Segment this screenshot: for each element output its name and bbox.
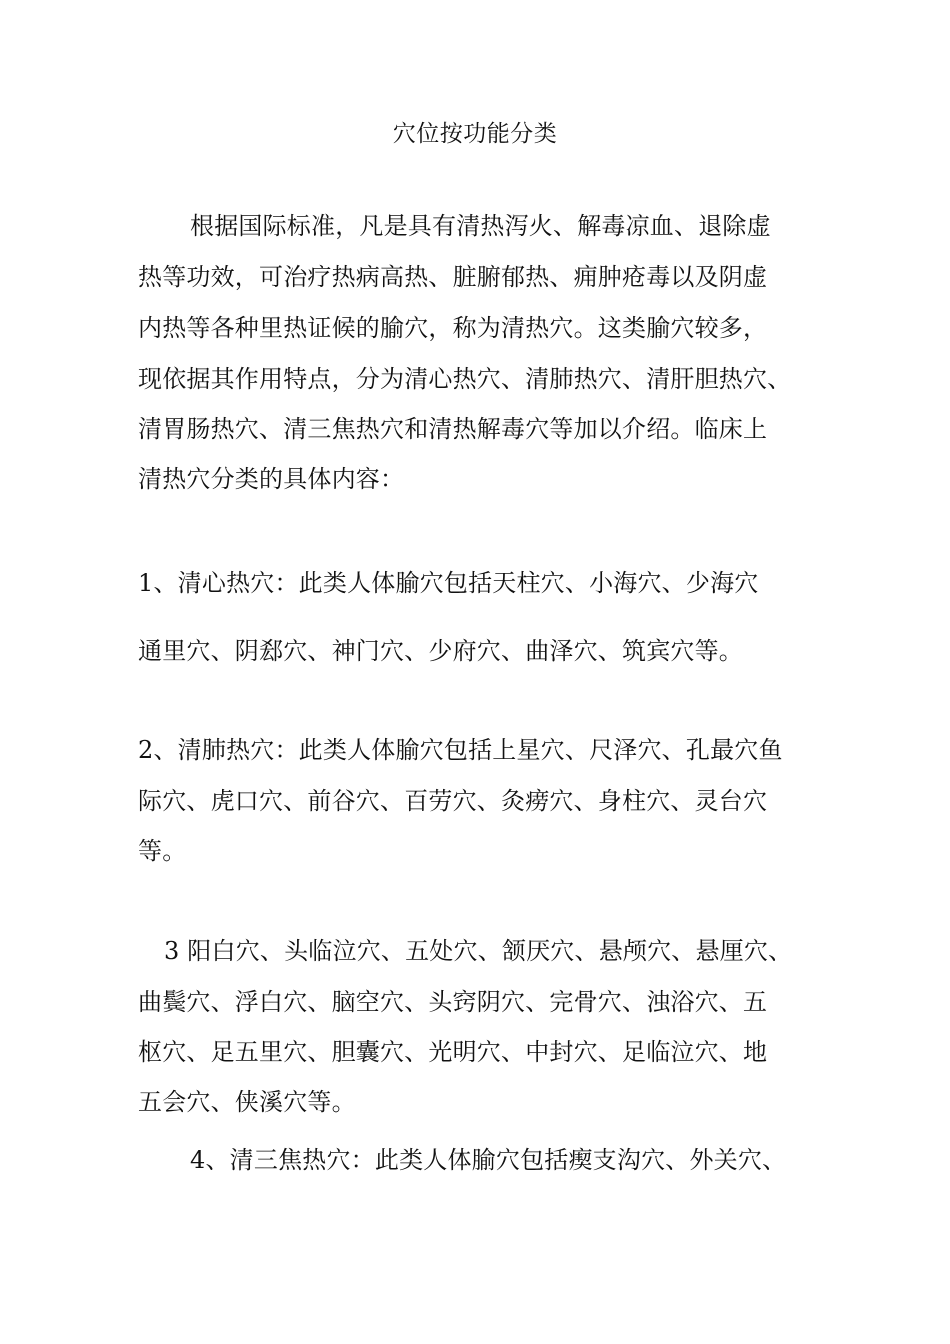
section4-line-1: 4、清三焦热穴：此类人体腧穴包括瘈支沟穴、外关穴、 — [190, 1146, 787, 1174]
section1-line-1: 1、清心热穴：此类人体腧穴包括天柱穴、小海穴、少海穴 — [138, 569, 759, 597]
intro-line-4: 现依据其作用特点，分为清心热穴、清肺热穴、清肝胆热穴、 — [138, 365, 792, 393]
section1-line-2: 通里穴、阴郄穴、神门穴、少府穴、曲泽穴、筑宾穴等。 — [138, 637, 743, 665]
intro-line-5: 清胃肠热穴、清三焦热穴和清热解毒穴等加以介绍。临床上 — [138, 415, 768, 443]
section2-line-1: 2、清肺热穴：此类人体腧穴包括上星穴、尺泽穴、孔最穴鱼 — [138, 736, 783, 764]
intro-line-3: 内热等各种里热证候的腧穴，称为清热穴。这类腧穴较多， — [138, 314, 768, 342]
document-title: 穴位按功能分类 — [392, 121, 558, 147]
section2-line-2: 际穴、虎口穴、前谷穴、百劳穴、灸痨穴、身柱穴、灵台穴 — [138, 787, 768, 815]
section3-line-1: 3 阳白穴、头临泣穴、五处穴、颔厌穴、悬颅穴、悬厘穴、 — [164, 937, 793, 965]
intro-line-6: 清热穴分类的具体内容： — [138, 465, 405, 493]
section3-line-3: 枢穴、足五里穴、胆囊穴、光明穴、中封穴、足临泣穴、地 — [138, 1038, 768, 1066]
intro-line-2: 热等功效，可治疗热病高热、脏腑郁热、痈肿疮毒以及阴虚 — [138, 263, 768, 291]
section3-line-2: 曲鬓穴、浮白穴、脑空穴、头窍阴穴、完骨穴、浊浴穴、五 — [138, 988, 768, 1016]
section3-line-4: 五会穴、侠溪穴等。 — [138, 1088, 356, 1116]
section2-line-3: 等。 — [138, 837, 187, 865]
intro-line-1: 根据国际标准，凡是具有清热泻火、解毒凉血、退除虚 — [190, 212, 771, 240]
